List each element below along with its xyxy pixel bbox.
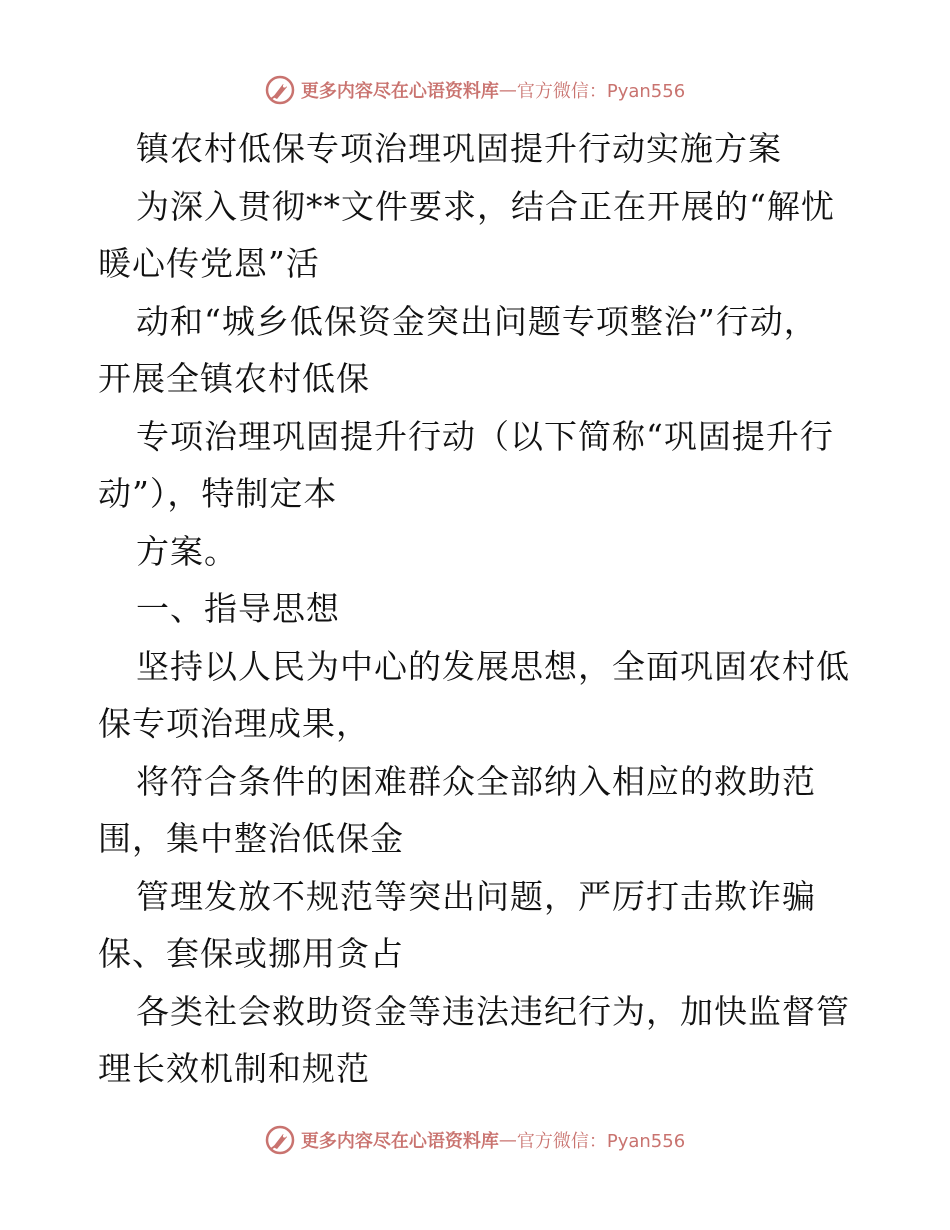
paragraph-line: 坚持以人民为中心的发展思想，全面巩固农村低: [136, 646, 850, 686]
paragraph-line: 专项治理巩固提升行动（以下简称“巩固提升行: [136, 416, 834, 456]
paragraph-line: 保专项治理成果，: [98, 704, 370, 743]
paragraph-line: 动”），特制定本: [98, 474, 338, 513]
footer-watermark-banner: [0, 1120, 950, 1160]
paragraph-line: 方案。: [136, 531, 238, 571]
paragraph-line: 围，集中整治低保金: [98, 819, 404, 858]
document-body: [98, 120, 858, 1098]
paragraph-line: 保、套保或挪用贪占: [98, 934, 404, 973]
paragraph-line: 理长效机制和规范: [98, 1049, 370, 1088]
banner-dash: —: [498, 1129, 517, 1151]
paragraph-line: 将符合条件的困难群众全部纳入相应的救助范: [136, 761, 816, 801]
header-watermark-banner: [0, 70, 950, 110]
paragraph-line: 暖心传党恩”活: [98, 244, 320, 283]
banner-dash: —: [498, 79, 517, 101]
paragraph-line: 为深入贯彻**文件要求，结合正在开展的“解忧: [136, 186, 835, 226]
document-title: 镇农村低保专项治理巩固提升行动实施方案: [136, 129, 782, 168]
paragraph-line: 开展全镇农村低保: [98, 359, 370, 398]
banner-main-text: 更多内容尽在心语资料库: [300, 81, 499, 102]
paragraph-line: 管理发放不规范等突出问题，严厉打击欺诈骗: [136, 876, 816, 916]
pen-nib-logo-icon: [265, 1125, 295, 1155]
paragraph-line: 各类社会救助资金等违法违纪行为，加快监督管: [136, 991, 850, 1031]
paragraph-line: 动和“城乡低保资金突出问题专项整治”行动，: [136, 301, 818, 341]
section-heading: 一、指导思想: [136, 589, 340, 628]
banner-main-text: 更多内容尽在心语资料库: [300, 1131, 499, 1152]
banner-wechat-text: 官方微信：Pyan556: [516, 81, 686, 102]
pen-nib-logo-icon: [265, 75, 295, 105]
banner-wechat-text: 官方微信：Pyan556: [516, 1131, 686, 1152]
